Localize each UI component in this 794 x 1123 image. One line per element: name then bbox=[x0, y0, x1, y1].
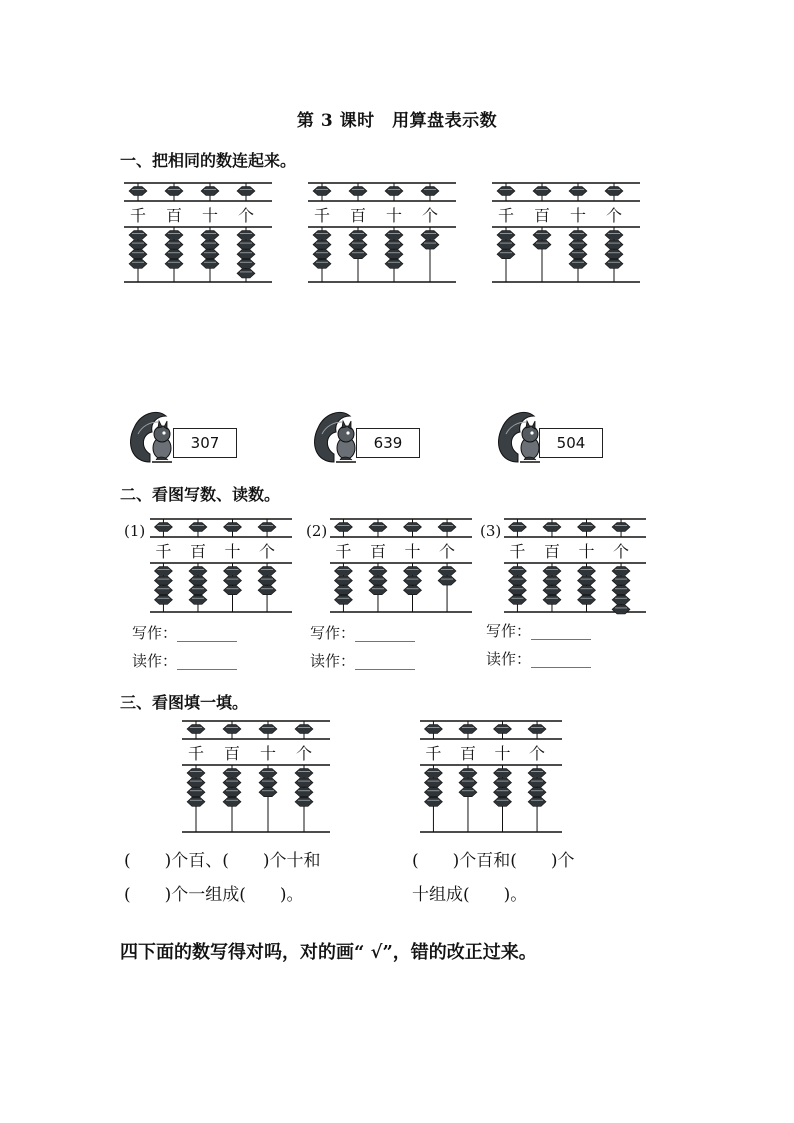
abacus-bead bbox=[421, 240, 439, 249]
abacus-bead bbox=[438, 567, 456, 576]
abacus-bead bbox=[543, 523, 561, 532]
abacus-bead bbox=[334, 567, 352, 576]
abacus-bead bbox=[421, 187, 439, 196]
abacus-bead bbox=[154, 523, 172, 532]
exercise-label-2: (2) bbox=[306, 522, 328, 540]
abacus-bead bbox=[508, 595, 526, 604]
read-answer-1[interactable]: 读作：________ bbox=[132, 652, 238, 670]
abacus-bead bbox=[494, 725, 512, 734]
abacus-bead bbox=[438, 523, 456, 532]
abacus-bead bbox=[165, 250, 183, 259]
abacus-bead bbox=[533, 187, 551, 196]
abacus-bead bbox=[543, 576, 561, 585]
abacus-bead bbox=[313, 259, 331, 268]
abacus-bead bbox=[187, 725, 205, 734]
abacus-bead bbox=[237, 240, 255, 249]
place-value-label: 个 bbox=[421, 206, 438, 225]
place-value-label: 十 bbox=[259, 744, 276, 763]
place-value-label: 个 bbox=[529, 744, 546, 763]
read-answer-2[interactable]: 读作：________ bbox=[310, 652, 416, 670]
abacus-bead bbox=[201, 250, 219, 259]
abacus-bead bbox=[424, 778, 442, 787]
abacus-bead bbox=[259, 725, 277, 734]
fill-blank-right-2[interactable]: 十组成( )。 bbox=[412, 885, 528, 905]
place-value-label: 十 bbox=[578, 542, 595, 561]
abacus-bead bbox=[129, 240, 147, 249]
place-value-label: 十 bbox=[494, 744, 511, 763]
write-answer-2[interactable]: 写作：________ bbox=[310, 624, 416, 642]
abacus-bead bbox=[201, 259, 219, 268]
abacus-bead bbox=[569, 240, 587, 249]
abacus-bead bbox=[165, 240, 183, 249]
abacus-bead bbox=[129, 250, 147, 259]
abacus-bead bbox=[295, 725, 313, 734]
abacus-bead bbox=[201, 240, 219, 249]
abacus-bead bbox=[612, 595, 630, 604]
write-answer-3[interactable]: 写作：________ bbox=[486, 622, 592, 640]
abacus-bead bbox=[201, 187, 219, 196]
abacus-bead bbox=[369, 586, 387, 595]
abacus-1 bbox=[124, 180, 272, 286]
abacus-bead bbox=[295, 797, 313, 806]
abacus-bead bbox=[334, 595, 352, 604]
abacus-bead bbox=[224, 586, 242, 595]
abacus-bead bbox=[223, 778, 241, 787]
abacus-bead bbox=[258, 586, 276, 595]
abacus-bead bbox=[424, 788, 442, 797]
abacus-2 bbox=[308, 180, 456, 286]
abacus-bead bbox=[421, 231, 439, 240]
abacus-bead bbox=[578, 576, 596, 585]
abacus-bead bbox=[224, 567, 242, 576]
abacus-bead bbox=[258, 523, 276, 532]
abacus-bead bbox=[313, 231, 331, 240]
abacus-bead bbox=[259, 769, 277, 778]
abacus-bead bbox=[187, 778, 205, 787]
abacus-bead bbox=[349, 250, 367, 259]
abacus-bead bbox=[187, 797, 205, 806]
abacus-bead bbox=[129, 231, 147, 240]
exercise-label-1: (1) bbox=[124, 522, 146, 540]
abacus-bead bbox=[494, 788, 512, 797]
write-answer-1[interactable]: 写作：________ bbox=[132, 624, 238, 642]
abacus-bead bbox=[528, 778, 546, 787]
section-2-heading: 二、看图写数、读数。 bbox=[120, 485, 281, 504]
abacus-bead bbox=[605, 231, 623, 240]
place-value-label: 十 bbox=[201, 206, 218, 225]
abacus-bead bbox=[295, 788, 313, 797]
abacus-bead bbox=[349, 187, 367, 196]
abacus-bead bbox=[224, 523, 242, 532]
abacus-bead bbox=[404, 576, 422, 585]
place-value-label: 百 bbox=[533, 206, 550, 225]
abacus-bead bbox=[612, 586, 630, 595]
abacus-bead bbox=[569, 250, 587, 259]
fill-blank-left-2[interactable]: ( )个一组成( )。 bbox=[124, 885, 304, 905]
number-card-1[interactable]: 307 bbox=[173, 428, 237, 458]
abacus-bead bbox=[494, 769, 512, 778]
abacus-3-2 bbox=[420, 718, 562, 836]
place-value-label: 百 bbox=[223, 744, 240, 763]
abacus-bead bbox=[259, 778, 277, 787]
place-value-label: 个 bbox=[237, 206, 254, 225]
abacus-bead bbox=[578, 523, 596, 532]
squirrel-icon bbox=[312, 404, 360, 470]
abacus-bead bbox=[369, 567, 387, 576]
abacus-bead bbox=[578, 567, 596, 576]
number-card-2[interactable]: 639 bbox=[356, 428, 420, 458]
abacus-bead bbox=[313, 240, 331, 249]
section-1-heading: 一、把相同的数连起来。 bbox=[120, 151, 297, 170]
abacus-bead bbox=[459, 725, 477, 734]
abacus-bead bbox=[528, 725, 546, 734]
abacus-bead bbox=[404, 586, 422, 595]
abacus-bead bbox=[187, 788, 205, 797]
exercise-label-3: (3) bbox=[480, 522, 502, 540]
abacus-bead bbox=[508, 576, 526, 585]
abacus-bead bbox=[237, 259, 255, 268]
abacus-bead bbox=[237, 231, 255, 240]
abacus-bead bbox=[605, 250, 623, 259]
place-value-label: 个 bbox=[605, 206, 622, 225]
abacus-bead bbox=[349, 240, 367, 249]
abacus-bead bbox=[313, 187, 331, 196]
abacus-bead bbox=[223, 725, 241, 734]
abacus-bead bbox=[533, 231, 551, 240]
number-card-3[interactable]: 504 bbox=[539, 428, 603, 458]
place-value-label: 个 bbox=[439, 542, 456, 561]
abacus-bead bbox=[543, 567, 561, 576]
squirrel-icon bbox=[128, 404, 176, 470]
place-value-label: 百 bbox=[349, 206, 366, 225]
abacus-bead bbox=[438, 576, 456, 585]
abacus-bead bbox=[237, 187, 255, 196]
abacus-3-1 bbox=[182, 718, 330, 836]
abacus-bead bbox=[258, 576, 276, 585]
abacus-bead bbox=[189, 576, 207, 585]
abacus-bead bbox=[424, 725, 442, 734]
abacus-bead bbox=[295, 778, 313, 787]
abacus-bead bbox=[154, 576, 172, 585]
abacus-bead bbox=[569, 231, 587, 240]
abacus-bead bbox=[237, 269, 255, 278]
abacus-bead bbox=[385, 240, 403, 249]
place-value-label: 千 bbox=[187, 744, 204, 763]
abacus-bead bbox=[223, 769, 241, 778]
abacus-bead bbox=[224, 576, 242, 585]
abacus-bead bbox=[612, 523, 630, 532]
abacus-bead bbox=[578, 586, 596, 595]
abacus-bead bbox=[508, 586, 526, 595]
abacus-bead bbox=[154, 586, 172, 595]
fill-blank-left-1[interactable]: ( )个百、( )个十和 bbox=[124, 851, 321, 871]
abacus-bead bbox=[189, 523, 207, 532]
place-value-label: 千 bbox=[335, 542, 352, 561]
abacus-bead bbox=[295, 769, 313, 778]
abacus-bead bbox=[508, 523, 526, 532]
page-title: 第 3 课时 用算盘表示数 bbox=[296, 111, 498, 131]
place-value-label: 个 bbox=[259, 542, 276, 561]
abacus-bead bbox=[612, 567, 630, 576]
abacus-bead bbox=[612, 576, 630, 585]
abacus-bead bbox=[334, 523, 352, 532]
abacus-bead bbox=[259, 788, 277, 797]
place-value-label: 百 bbox=[189, 542, 206, 561]
place-value-label: 十 bbox=[385, 206, 402, 225]
abacus-bead bbox=[605, 259, 623, 268]
place-value-label: 十 bbox=[404, 542, 421, 561]
abacus-bead bbox=[497, 250, 515, 259]
abacus-bead bbox=[497, 231, 515, 240]
fill-blank-right-1[interactable]: ( )个百和( )个 bbox=[412, 851, 575, 871]
abacus-bead bbox=[129, 187, 147, 196]
abacus-bead bbox=[258, 567, 276, 576]
abacus-bead bbox=[385, 259, 403, 268]
abacus-bead bbox=[508, 567, 526, 576]
abacus-bead bbox=[543, 586, 561, 595]
abacus-bead bbox=[237, 250, 255, 259]
place-value-label: 百 bbox=[543, 542, 560, 561]
abacus-bead bbox=[154, 567, 172, 576]
place-value-label: 十 bbox=[224, 542, 241, 561]
abacus-bead bbox=[334, 576, 352, 585]
squirrel-icon bbox=[496, 404, 544, 470]
abacus-bead bbox=[533, 240, 551, 249]
abacus-bead bbox=[189, 595, 207, 604]
abacus-bead bbox=[189, 586, 207, 595]
abacus-2-1 bbox=[150, 516, 292, 616]
section-4-heading: 四下面的数写得对吗，对的画“ √”，错的改正过来。 bbox=[120, 942, 537, 963]
abacus-bead bbox=[497, 187, 515, 196]
place-value-label: 千 bbox=[509, 542, 526, 561]
abacus-bead bbox=[528, 788, 546, 797]
place-value-label: 百 bbox=[459, 744, 476, 763]
abacus-bead bbox=[459, 778, 477, 787]
abacus-bead bbox=[494, 778, 512, 787]
abacus-2-3 bbox=[504, 516, 646, 616]
abacus-bead bbox=[369, 576, 387, 585]
abacus-bead bbox=[543, 595, 561, 604]
abacus-bead bbox=[201, 231, 219, 240]
abacus-bead bbox=[165, 187, 183, 196]
abacus-bead bbox=[569, 187, 587, 196]
abacus-bead bbox=[459, 788, 477, 797]
abacus-bead bbox=[569, 259, 587, 268]
abacus-bead bbox=[223, 797, 241, 806]
abacus-bead bbox=[528, 797, 546, 806]
abacus-bead bbox=[605, 240, 623, 249]
place-value-label: 个 bbox=[613, 542, 630, 561]
read-answer-3[interactable]: 读作：________ bbox=[486, 650, 592, 668]
abacus-bead bbox=[223, 788, 241, 797]
abacus-bead bbox=[165, 231, 183, 240]
abacus-2-2 bbox=[330, 516, 472, 616]
abacus-bead bbox=[349, 231, 367, 240]
abacus-bead bbox=[385, 231, 403, 240]
abacus-bead bbox=[313, 250, 331, 259]
section-3-heading: 三、看图填一填。 bbox=[120, 693, 249, 712]
place-value-label: 千 bbox=[155, 542, 172, 561]
abacus-bead bbox=[154, 595, 172, 604]
place-value-label: 千 bbox=[129, 206, 146, 225]
abacus-bead bbox=[187, 769, 205, 778]
place-value-label: 千 bbox=[313, 206, 330, 225]
abacus-bead bbox=[404, 523, 422, 532]
abacus-bead bbox=[424, 797, 442, 806]
place-value-label: 个 bbox=[295, 744, 312, 763]
abacus-bead bbox=[189, 567, 207, 576]
abacus-bead bbox=[424, 769, 442, 778]
abacus-bead bbox=[497, 240, 515, 249]
place-value-label: 百 bbox=[369, 542, 386, 561]
abacus-bead bbox=[165, 259, 183, 268]
abacus-bead bbox=[528, 769, 546, 778]
abacus-bead bbox=[334, 586, 352, 595]
place-value-label: 十 bbox=[569, 206, 586, 225]
abacus-bead bbox=[129, 259, 147, 268]
abacus-bead bbox=[459, 769, 477, 778]
abacus-bead bbox=[369, 523, 387, 532]
place-value-label: 千 bbox=[497, 206, 514, 225]
abacus-bead bbox=[494, 797, 512, 806]
abacus-bead bbox=[385, 250, 403, 259]
abacus-bead bbox=[404, 567, 422, 576]
abacus-bead bbox=[605, 187, 623, 196]
place-value-label: 百 bbox=[165, 206, 182, 225]
abacus-3 bbox=[492, 180, 640, 286]
abacus-bead bbox=[578, 595, 596, 604]
abacus-bead bbox=[385, 187, 403, 196]
place-value-label: 千 bbox=[425, 744, 442, 763]
